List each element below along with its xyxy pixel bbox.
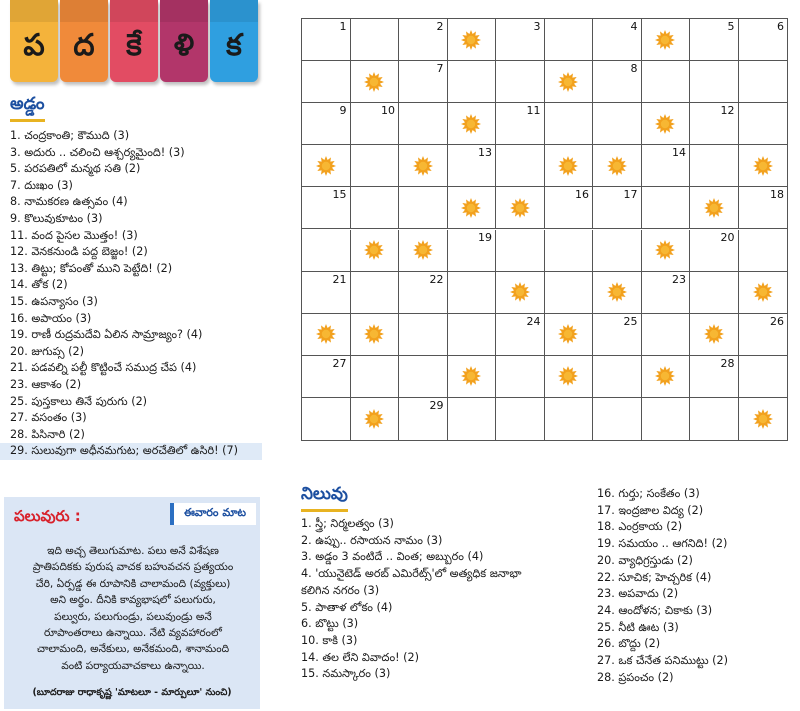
title-tile-letter: కే [126, 28, 142, 63]
blocked-cell [690, 314, 739, 356]
star-block-icon [363, 408, 385, 430]
across-clue: 28. పిసినారి (2) [10, 427, 85, 441]
clue-number: 16 [575, 188, 589, 202]
blocked-cell [448, 187, 497, 229]
grid-cell[interactable] [399, 19, 448, 61]
clue-number: 18 [770, 188, 784, 202]
down-clue: 20. వ్యాధిగ్రస్తుడు (2) [597, 553, 693, 567]
grid-cell[interactable] [399, 61, 448, 103]
grid-cell[interactable] [593, 61, 642, 103]
grid-cell[interactable] [448, 145, 497, 187]
grid-cell[interactable] [496, 398, 545, 440]
blocked-cell [739, 145, 788, 187]
grid-cell[interactable] [690, 398, 739, 440]
across-clues [10, 94, 260, 460]
grid-cell[interactable] [690, 145, 739, 187]
down-clue: 28. ప్రపంచం (2) [597, 670, 674, 684]
grid-cell[interactable] [399, 398, 448, 440]
grid-cell[interactable] [302, 103, 351, 145]
clue-number: 28 [720, 356, 735, 370]
clue-number: 6 [777, 20, 784, 33]
grid-cell[interactable] [496, 61, 545, 103]
grid-cell[interactable] [690, 19, 739, 61]
clue-number: 4 [630, 20, 638, 33]
blocked-cell [642, 103, 691, 145]
grid-cell[interactable] [642, 272, 691, 314]
across-clue: 19. రాణీ రుద్రమదేవి ఏలిన సామ్రాజ్యం? (4) [10, 328, 203, 342]
star-block-icon [557, 323, 579, 345]
title-tile [110, 0, 158, 82]
word-of-the-week-text [14, 543, 252, 674]
across-clue: 14. తోక (2) [10, 278, 68, 292]
across-clue: 11. వంద పైసల మొత్తం! (3) [10, 228, 138, 242]
word-of-the-week-line: చాలామంది, అనేకులు, అనేకమంది, శానామంది [36, 643, 230, 656]
grid-cell[interactable] [593, 314, 642, 356]
grid-cell[interactable] [739, 187, 788, 229]
star-block-icon [606, 155, 628, 177]
grid-cell[interactable] [496, 145, 545, 187]
grid-cell[interactable] [496, 103, 545, 145]
across-clue-29: 29. సులువుగా అధీనమగుట; అరచేతిలో ఉసిరి! (7) [0, 443, 262, 460]
clue-number: 3 [533, 20, 541, 33]
grid-cell[interactable] [739, 19, 788, 61]
across-clue: 5. పరపతిలో మన్మథ సతి (2) [10, 162, 141, 176]
blocked-cell [399, 230, 448, 272]
blocked-cell [642, 19, 691, 61]
blocked-cell [496, 187, 545, 229]
blocked-cell [545, 314, 594, 356]
blocked-cell [739, 398, 788, 440]
clue-number: 13 [478, 146, 492, 160]
down-clue: కలిగిన నగరం (3) [301, 583, 380, 597]
star-block-icon [460, 197, 482, 219]
star-block-icon [654, 239, 676, 261]
grid-cell[interactable] [302, 19, 351, 61]
grid-cell[interactable] [545, 103, 594, 145]
clue-number: 11 [526, 104, 541, 118]
clue-number: 26 [770, 314, 784, 328]
down-title: నిలువు [301, 484, 348, 512]
across-clue: 8. నామకరణ ఉత్సవం (4) [10, 195, 128, 209]
clue-number: 22 [429, 272, 444, 286]
down-clue: 19. సమయం .. ఆగనిది! (2) [597, 537, 728, 551]
grid-cell[interactable] [642, 398, 691, 440]
down-clue: 16. గుర్తు; సంకేతం (3) [597, 487, 700, 500]
down-clue: 1. స్త్రీ; నిర్మలత్వం (3) [301, 517, 394, 530]
grid-cell[interactable] [496, 230, 545, 272]
clue-number: 8 [630, 62, 638, 76]
grid-cell[interactable] [545, 398, 594, 440]
star-block-icon [363, 323, 385, 345]
star-block-icon [557, 365, 579, 387]
grid-cell[interactable] [448, 398, 497, 440]
word-of-the-week-line: ప్రాతిపదికకు పురుష వాచక బహువచన ప్రత్యయం [32, 561, 234, 574]
grid-cell[interactable] [399, 356, 448, 398]
grid-cell[interactable] [593, 398, 642, 440]
grid-cell[interactable] [690, 103, 739, 145]
grid-cell[interactable] [545, 187, 594, 229]
title-tile-letter: క [226, 28, 242, 63]
word-of-the-week-line: అని అర్థం. దీనికి కావ్యభాషలో పలుగురు, [50, 594, 216, 607]
star-block-icon [460, 113, 482, 135]
grid-cell[interactable] [642, 145, 691, 187]
star-block-icon [363, 239, 385, 261]
down-clue: 17. ఇంద్రజాల విద్య (2) [597, 503, 704, 517]
down-clue: 22. సూచిక; హెచ్చరిక (4) [597, 570, 712, 584]
across-clue: 13. తిట్టు; కోపంతో ముని పెట్టేది! (2) [10, 261, 173, 275]
word-of-the-week-box [4, 497, 260, 709]
grid-cell[interactable] [351, 272, 400, 314]
down-clues-right [597, 486, 728, 686]
clue-number: 25 [623, 314, 638, 328]
word-of-the-week-word: పలువురు : [14, 507, 81, 525]
grid-cell[interactable] [351, 356, 400, 398]
grid-cell[interactable] [302, 61, 351, 103]
across-clue-list [10, 128, 260, 443]
title-tile-letter: ద [73, 28, 95, 63]
grid-cell[interactable] [496, 19, 545, 61]
down-clue: 14. తల లేని వివాదం! (2) [301, 650, 420, 664]
crossword-grid [301, 18, 788, 441]
title-tile-letter: ళి [173, 28, 195, 63]
clue-number: 12 [720, 104, 735, 118]
down-clue: 27. ఒక చేనేత పనిముట్టు (2) [597, 654, 728, 668]
down-clue: 2. ఉప్పు.. రసాయన నామం (3) [301, 533, 443, 547]
across-clue: 9. కొలువుకూటం (3) [10, 211, 103, 225]
title-tiles [10, 0, 258, 82]
star-block-icon [654, 113, 676, 135]
grid-cell[interactable] [593, 230, 642, 272]
grid-cell[interactable] [739, 356, 788, 398]
down-clue: 5. పాతాళ లోకం (4) [301, 600, 393, 614]
grid-cell[interactable] [593, 356, 642, 398]
clue-number: 24 [526, 314, 541, 328]
title-tile [210, 0, 258, 82]
clue-number: 14 [672, 146, 686, 160]
star-block-icon [363, 71, 385, 93]
word-of-the-week-tag: ఈవారం మాట [170, 503, 256, 525]
grid-cell[interactable] [593, 103, 642, 145]
star-block-icon [557, 155, 579, 177]
grid-cell[interactable] [593, 187, 642, 229]
clue-number: 15 [332, 188, 347, 202]
grid-cell[interactable] [399, 272, 448, 314]
grid-cell[interactable] [642, 61, 691, 103]
star-block-icon [315, 323, 337, 345]
star-block-icon [654, 29, 676, 51]
blocked-cell [302, 145, 351, 187]
blocked-cell [351, 314, 400, 356]
grid-cell[interactable] [739, 230, 788, 272]
grid-cell[interactable] [302, 230, 351, 272]
clue-number: 27 [332, 356, 347, 370]
grid-cell[interactable] [448, 61, 497, 103]
down-clue: 4. 'యునైటెడ్ అరబ్ ఎమిరేట్స్'లో అత్యధిక జనాభా [301, 567, 522, 581]
clue-number: 10 [381, 104, 395, 118]
grid-cell[interactable] [739, 103, 788, 145]
across-clue: 12. వెనకనుండి పద్ద బెజ్జం! (2) [10, 245, 148, 259]
down-clues-left [301, 516, 522, 683]
clue-number: 23 [672, 272, 686, 286]
grid-cell[interactable] [642, 187, 691, 229]
blocked-cell [545, 356, 594, 398]
star-block-icon [654, 365, 676, 387]
across-clue: 3. అదురు .. చలించి ఆశ్చర్యమైంది! (3) [10, 145, 185, 159]
star-block-icon [752, 281, 774, 303]
star-block-icon [412, 239, 434, 261]
grid-cell[interactable] [302, 187, 351, 229]
grid-cell[interactable] [302, 356, 351, 398]
grid-cell[interactable] [642, 314, 691, 356]
word-of-the-week-line: పల్వురు, పలుగుండ్రు, పలువుండ్రు అనే [54, 610, 212, 623]
star-block-icon [752, 155, 774, 177]
down-clue: 25. నీటి ఊట (3) [597, 620, 679, 634]
clue-number: 7 [436, 62, 444, 76]
grid-cell[interactable] [739, 314, 788, 356]
grid-cell[interactable] [351, 19, 400, 61]
blocked-cell [690, 187, 739, 229]
star-block-icon [606, 281, 628, 303]
grid-cell[interactable] [399, 103, 448, 145]
grid-cell[interactable] [545, 230, 594, 272]
blocked-cell [642, 356, 691, 398]
clue-number: 21 [332, 272, 347, 286]
across-clue: 16. అపాయం (3) [10, 311, 92, 325]
grid-cell[interactable] [739, 61, 788, 103]
blocked-cell [545, 145, 594, 187]
blocked-cell [351, 230, 400, 272]
clue-number: 2 [436, 20, 444, 33]
grid-cell[interactable] [399, 314, 448, 356]
down-clue: 10. కాకి (3) [301, 633, 358, 647]
clue-number: 20 [720, 230, 735, 244]
across-title: అడ్డం [10, 94, 45, 122]
star-block-icon [703, 323, 725, 345]
down-clue: 6. బొట్టు (3) [301, 617, 359, 631]
title-tile-letter: ప [23, 28, 45, 63]
grid-cell[interactable] [351, 103, 400, 145]
across-clue: 7. దుఃఖం (3) [10, 178, 73, 192]
grid-cell[interactable] [545, 19, 594, 61]
down-clue: 24. ఆందోళన; చికాకు (3) [597, 603, 713, 617]
blocked-cell [302, 314, 351, 356]
across-clue: 15. ఉపన్యాసం (3) [10, 294, 98, 308]
down-clue: 23. అపవాదు (2) [597, 587, 679, 601]
across-clue: 20. జుగుప్స (2) [10, 344, 84, 358]
blocked-cell [545, 61, 594, 103]
blocked-cell [593, 145, 642, 187]
down-clue: 15. నమస్కారం (3) [301, 667, 391, 681]
blocked-cell [448, 356, 497, 398]
down-clue: 26. బొద్దు (2) [597, 637, 661, 651]
word-of-the-week-line: ఇది అచ్చ తెలుగుమాట. పలు అనే విశేషణ [47, 545, 219, 557]
across-clue: 23. ఆకాశం (2) [10, 377, 82, 391]
clue-number: 1 [339, 20, 347, 33]
blocked-cell [642, 230, 691, 272]
grid-cell[interactable] [690, 230, 739, 272]
star-block-icon [557, 71, 579, 93]
title-tile [10, 0, 58, 82]
grid-cell[interactable] [302, 398, 351, 440]
star-block-icon [703, 197, 725, 219]
blocked-cell [399, 145, 448, 187]
star-block-icon [315, 155, 337, 177]
star-block-icon [752, 408, 774, 430]
star-block-icon [509, 281, 531, 303]
down-clue: 18. ఎంర్రకాయ (2) [597, 520, 683, 534]
clue-number: 19 [478, 230, 492, 244]
title-tile [160, 0, 208, 82]
clue-number: 5 [727, 20, 735, 33]
grid-cell[interactable] [690, 61, 739, 103]
blocked-cell [739, 272, 788, 314]
grid-cell[interactable] [351, 145, 400, 187]
blocked-cell [448, 19, 497, 61]
star-block-icon [460, 29, 482, 51]
down-clue: 3. అడ్డం 3 వంటిదే .. వింత; అబ్బురం (4) [301, 550, 484, 564]
grid-cell[interactable] [545, 272, 594, 314]
word-of-the-week-source: (బూదరాజు రాధాకృష్ణ 'మాటలూ - మార్పులూ' నుంచి) [32, 687, 232, 698]
blocked-cell [496, 272, 545, 314]
grid-cell[interactable] [690, 272, 739, 314]
grid-cell[interactable] [496, 314, 545, 356]
title-tile [60, 0, 108, 82]
across-clue: 27. వసంతం (3) [10, 411, 87, 425]
grid-cell[interactable] [448, 314, 497, 356]
blocked-cell [351, 398, 400, 440]
clue-number: 29 [429, 398, 444, 412]
clue-number: 9 [339, 104, 347, 118]
blocked-cell [593, 272, 642, 314]
across-clue: 25. పుస్తకాలు తినే పురుగు (2) [10, 394, 148, 408]
grid-cell[interactable] [351, 187, 400, 229]
clue-number: 17 [623, 188, 638, 202]
across-clue: 1. చంద్రకాంతి; కౌముది (3) [10, 129, 130, 142]
word-of-the-week-line: రూపాంతరాలు ఉన్నాయి. నేటి వ్యవహారంలో [44, 627, 222, 640]
grid-cell[interactable] [448, 230, 497, 272]
grid-cell[interactable] [399, 187, 448, 229]
star-block-icon [412, 155, 434, 177]
blocked-cell [351, 61, 400, 103]
star-block-icon [509, 197, 531, 219]
grid-cell[interactable] [496, 356, 545, 398]
grid-cell[interactable] [302, 272, 351, 314]
word-of-the-week-line: వంటి పర్యాయవాచకాలు ఉన్నాయి. [61, 659, 205, 672]
grid-cell[interactable] [593, 19, 642, 61]
grid-cell[interactable] [448, 272, 497, 314]
word-of-the-week-line: చేరి, ఏర్పడ్డ ఈ రూపానికి చాలామంది (వ్యక్తులు) [35, 577, 231, 590]
blocked-cell [448, 103, 497, 145]
grid-cell[interactable] [690, 356, 739, 398]
across-clue: 21. పడవల్ని పల్టీ కొట్టించే సముద్ర చేప (4) [10, 361, 197, 375]
star-block-icon [460, 365, 482, 387]
